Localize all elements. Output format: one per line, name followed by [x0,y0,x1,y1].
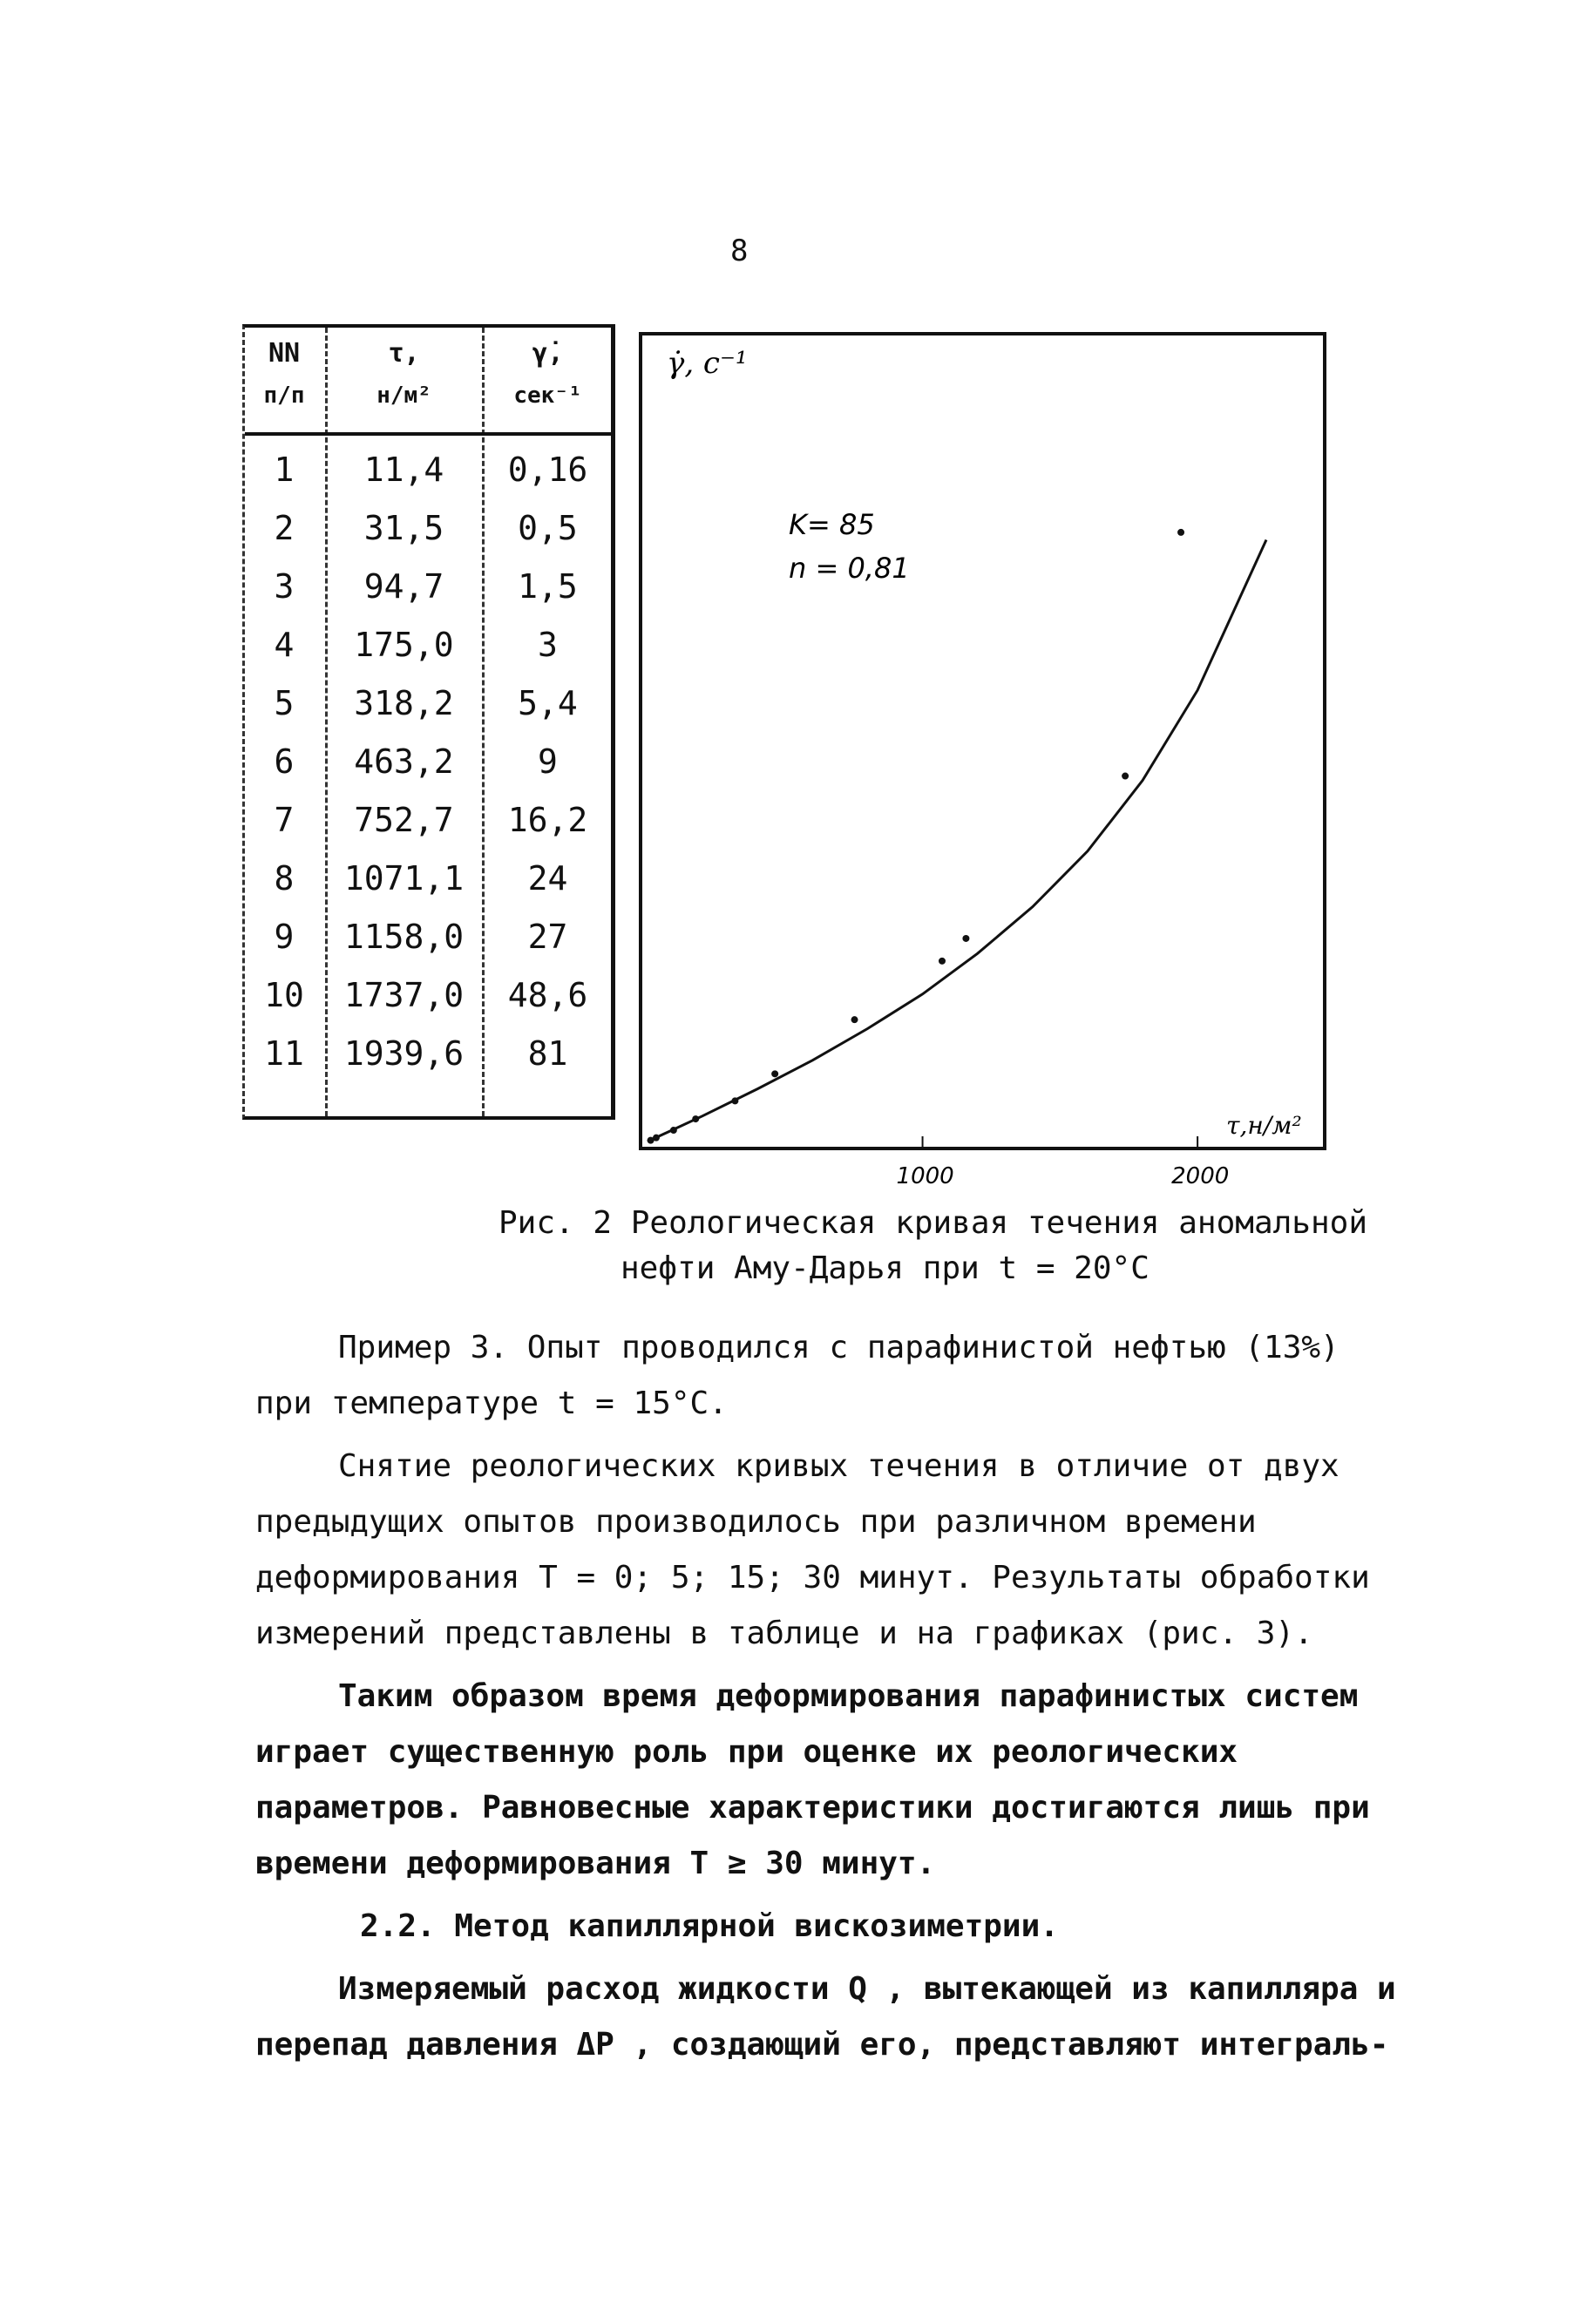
row-shear-rate: 48,6 [507,976,588,1014]
row-number: 1 [274,451,295,489]
data-points [648,529,1184,1144]
row-shear-stress: 11,4 [363,451,444,489]
x-tick-label: 2000 [1171,1163,1230,1189]
flow-curve-chart [641,334,1325,1189]
paragraph-4: Измеряемый расход жидкости Q , вытекающей из капилляра и перепад давления ΔP , создающий его, представляют интеграль- [255,1971,1396,2063]
row-shear-stress: 175,0 [354,626,454,664]
table-row [245,499,611,558]
y-axis-label: γ̇, с⁻¹ [667,346,748,381]
data-point [1177,529,1184,536]
row-number: 4 [274,626,295,664]
row-shear-rate: 27 [527,918,568,956]
table-row [245,733,611,791]
x-tick-label: 1000 [896,1163,954,1189]
row-number: 3 [274,567,295,606]
row-number: 9 [274,918,295,956]
table-row [245,908,611,966]
table-row [245,1025,611,1083]
row-number: 7 [274,801,295,839]
body-text [255,1320,1397,2080]
header-shear-stress: τ, н/м² [376,338,431,409]
row-shear-rate: 9 [538,742,558,781]
row-shear-stress: 31,5 [363,509,444,547]
row-number: 10 [264,976,304,1014]
paragraph-1: Пример 3. Опыт проводился с парафинистой нефтью (13%) при температуре t = 15°С. [255,1330,1339,1421]
data-point [851,1016,858,1023]
table-row [245,616,611,674]
header-rule [245,432,611,436]
row-number: 8 [274,859,295,898]
row-number: 11 [264,1034,304,1073]
row-shear-stress: 1737,0 [343,976,465,1014]
table-row [245,674,611,733]
row-shear-stress: 1939,6 [343,1034,465,1073]
table-row [245,791,611,850]
data-point [670,1127,677,1134]
data-table [242,324,615,1120]
row-shear-rate: 24 [527,859,568,898]
row-shear-stress: 1158,0 [343,918,465,956]
row-shear-rate: 5,4 [518,684,578,722]
page-number: 8 [730,234,749,268]
plot-frame [641,334,1325,1148]
row-shear-stress: 94,7 [363,567,444,606]
data-point [731,1097,738,1104]
caption-line-1: Рис. 2 Реологическая кривая течения аномальной [498,1205,1367,1241]
row-number: 6 [274,742,295,781]
data-point [692,1115,699,1122]
paragraph-2: Снятие реологических кривых течения в отличие от двух предыдущих опытов производилось при различном времени деформирования Т = 0; 5; 15; 30 минут. Результаты обработки измерений представлены в таблице и на графиках (рис. 3). [255,1448,1370,1651]
paragraph-3: Таким образом время деформирования парафинистых систем играет существенную роль при оценке их реологических параметров. Равновесные характеристики достигаются лишь при времени деформирования Т ≥ 30 минут. [255,1678,1370,1881]
row-shear-rate: 0,16 [507,451,588,489]
row-shear-stress: 463,2 [354,742,454,781]
row-shear-rate: 1,5 [518,567,578,606]
annotation-k: K= 85 [789,508,875,541]
chart-svg [641,334,1325,1189]
fit-curve [648,540,1266,1142]
row-shear-rate: 81 [527,1034,568,1073]
table-row [245,441,611,499]
annotation-n: n = 0,81 [789,552,910,585]
data-point [962,935,969,942]
section-heading: 2.2. Метод капиллярной вискозиметрии. [360,1908,1059,1944]
row-number: 5 [274,684,295,722]
table-row [245,558,611,616]
row-number: 2 [274,509,295,547]
row-shear-stress: 318,2 [354,684,454,722]
header-shear-rate: γ̇, сек⁻¹ [513,338,582,409]
table-row [245,966,611,1025]
figure-caption [498,1201,1367,1291]
header-number: NN п/п [263,338,305,409]
data-point [1122,773,1129,780]
row-shear-stress: 1071,1 [343,859,465,898]
data-point [771,1070,778,1077]
row-shear-rate: 3 [538,626,558,664]
caption-line-2: нефти Аму-Дарья при t = 20°С [621,1250,1150,1286]
row-shear-rate: 0,5 [518,509,578,547]
row-shear-rate: 16,2 [507,801,588,839]
x-ticks [897,1136,1230,1189]
data-point [939,958,946,965]
x-axis-label: τ,н/м² [1226,1111,1302,1140]
table-row [245,850,611,908]
row-shear-stress: 752,7 [354,801,454,839]
data-point [653,1135,660,1142]
